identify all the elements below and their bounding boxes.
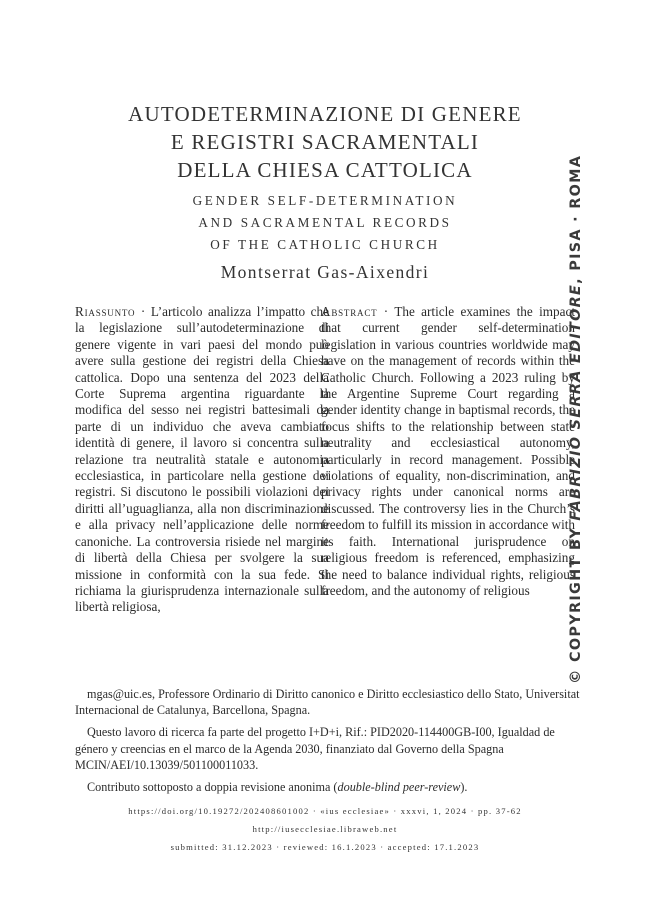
article-title-english <box>60 190 590 256</box>
abstract-italian <box>75 304 329 666</box>
abstract-it-text: L’articolo analizza l’impatto che la legislazione sull’autodeterminazione di genere vigente in vari paesi del mondo può avere sulla gestione dei registri della Chiesa cattolica. Dopo una sentenza del 2023 della Corte Suprema argentina riguardante la modifica del sesso nei registri battesimali da parte di un individuo che aveva cambiato identità di genere, il lavoro si concentra sulla relazione tra neutralità statale e autonomia ecclesiastica, in particolare nella gestione dei registri. Si discutono le possibili violazioni dei diritti all’uguaglianza, alla non discriminazione e alla privacy nell’applicazione delle norme canoniche. La controversia risiede nel margine di libertà della Chiesa per svolgere la sua missione in conformità con la sua fede. Si richiama la giurisprudenza internazionale sulla libertà religiosa, <box>75 304 329 615</box>
article-title-italian <box>60 100 590 184</box>
note-funding: Questo lavoro di ricerca fa parte del progetto I+D+i, Rif.: PID2020-114400GB-I00, Igualdad de género y creencias en el marco de la Agenda 2030, finanziato dal Governo della Spagna MCIN/AEI/10.13039/501100011033. <box>75 725 555 772</box>
abstract-en-text: The article examines the impact that current gender self-determination legislation in various countries worldwide may have on the management of records within the Catholic Church. Following a 2023 ruling by the Argentine Supreme Court regarding a gender identity change in baptismal records, the focus shifts to the relationship between state neutrality and ecclesiastical autonomy, particularly in record management. Possible violations of equality, non-discrimination, and privacy rights under canonical norms are discussed. The controversy lies in the Church’s freedom to fulfill its mission in accordance with its faith. International jurisprudence on religious freedom is referenced, emphasizing the need to balance individual rights, religious freedom, and the autonomy of religious <box>321 304 575 598</box>
copyright-suffix: , PISA · ROMA <box>568 154 584 284</box>
abstract-it-separator: · <box>135 304 151 319</box>
footnotes <box>75 686 585 801</box>
abstract-it-label: Riassunto <box>75 304 136 319</box>
note-review-suffix: ). <box>460 780 468 795</box>
copyright-notice <box>568 154 590 684</box>
title-it-line-1: AUTODETERMINAZIONE DI GENERE <box>128 102 522 126</box>
author-name: Montserrat Gas-Aixendri <box>220 262 430 282</box>
note-review-prefix: Contributo sottoposto a doppia revisione anonima ( <box>87 780 338 795</box>
title-en-line-3: OF THE CATHOLIC CHURCH <box>210 237 440 252</box>
note-review-italic: double-blind peer-review <box>337 780 461 795</box>
title-it-line-3: DELLA CHIESA CATTOLICA <box>177 158 473 182</box>
abstract-en-label: Abstract <box>321 304 378 319</box>
title-en-line-1: GENDER SELF-DETERMINATION <box>192 193 458 208</box>
copyright-publisher: FABRIZIO SERRA EDITORE <box>568 283 584 521</box>
footer-dates-line: submitted: 31.12.2023 · reviewed: 16.1.2023 · accepted: 17.1.2023 <box>170 842 480 852</box>
footer-doi-line: https://doi.org/10.19272/202408601002 · «ius ecclesiae» · xxxvi, 1, 2024 · pp. 37-62 <box>128 806 522 816</box>
note-affiliation: mgas@uic.es, Professore Ordinario di Diritto canonico e Diritto ecclesiastico dello Stato, Universitat Internacional de Catalunya, Barcellona, Spagna. <box>75 687 580 718</box>
abstract-english <box>321 304 575 666</box>
title-en-line-2: AND SACRAMENTAL RECORDS <box>198 215 452 230</box>
title-it-line-2: E REGISTRI SACRAMENTALI <box>170 130 480 154</box>
abstract-en-separator: · <box>377 304 395 319</box>
footer-url-line: http://iusecclesiae.libraweb.net <box>252 824 398 834</box>
copyright-prefix: © COPYRIGHT BY <box>568 520 584 684</box>
note-peer-review <box>75 779 585 795</box>
